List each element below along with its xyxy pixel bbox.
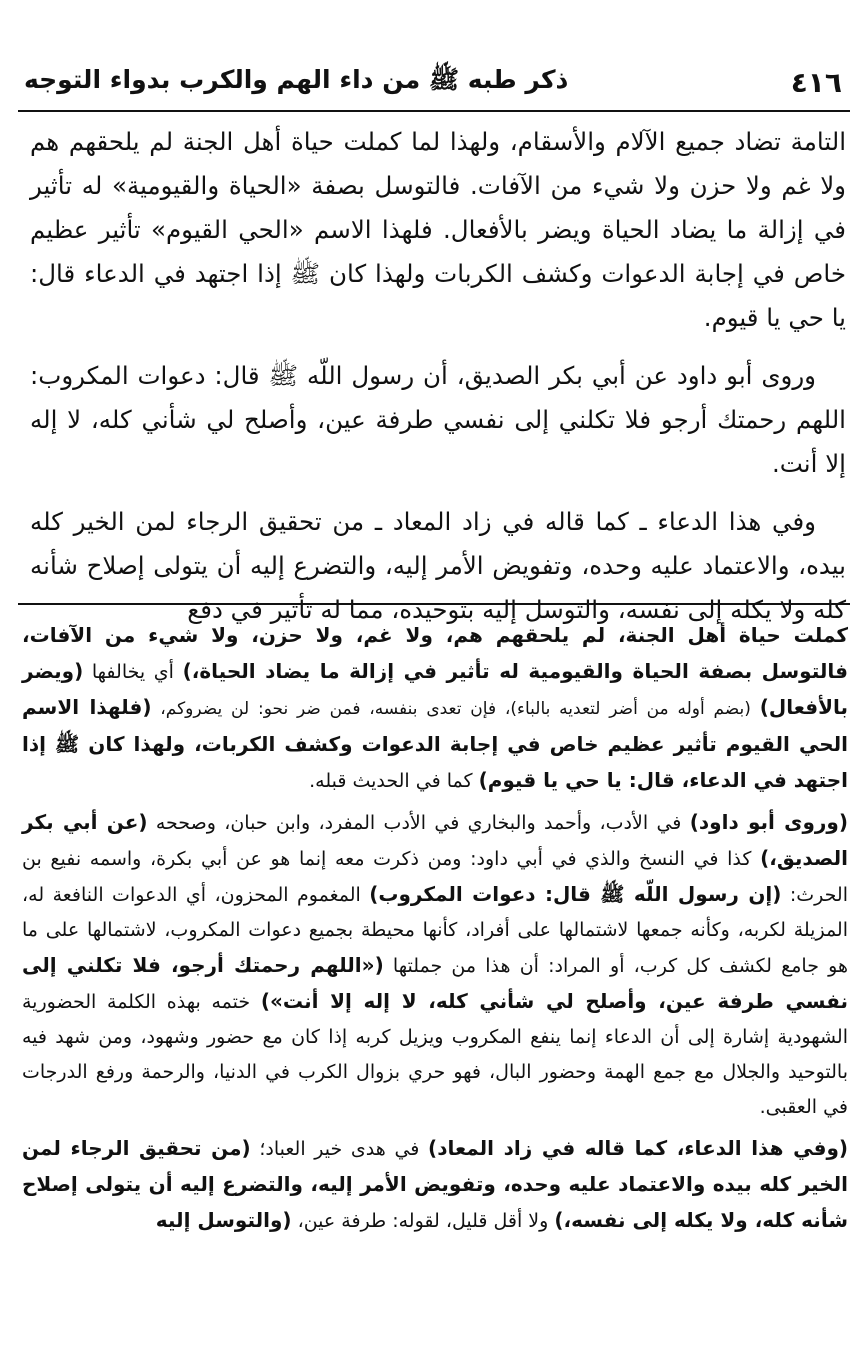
quoted-text: (عن أبي بكر الصديق،) [22, 810, 848, 870]
main-paragraph-2: وروى أبو داود عن أبي بكر الصديق، أن رسول اللّه ﷺ قال: دعوات المكروب: اللهم رحمتك أرجو فلا تكلني إلى نفسي طرفة عين، وأصلح لي شأني كله، لا إله إلا أنت. [30, 361, 846, 478]
commentary-text: في الأدب، وأحمد والبخاري في الأدب المفرد، وابن حبان، وصححه [147, 812, 690, 834]
main-text [30, 120, 846, 646]
commentary-paragraph-3 [22, 1131, 848, 1239]
commentary-text: ولا أقل قليل، لقوله: طرفة عين، [291, 1210, 555, 1232]
commentary-text: ختمه بهذه الكلمة الحضورية الشهودية إشارة إلى أن الدعاء إنما ينفع المكروب ويزيل كربه إذا كان مع حضور وشهود، ومن شهد فيه بالتوحيد والجلال مع جمع الهمة وحضور البال، فهو حري بزوال الكرب في الدنيا، والرحمة ورفع الدرجات في العقبى. [22, 991, 848, 1118]
commentary-text: كذا في النسخ والذي في أبي داود: ومن ذكرت معه إنما هو عن أبي بكرة، واسمه نفيع بن الحرث: [22, 848, 848, 906]
quoted-text: (فلهذا الاسم الحي القيوم تأثير عظيم خاص في إجابة الدعوات وكشف الكربات، ولهذا كان ﷺ إذا اجتهد في الدعاء، قال: يا حي يا قيوم) [22, 695, 848, 792]
main-paragraph-3: وفي هذا الدعاء ـ كما قاله في زاد المعاد ـ من تحقيق الرجاء لمن الخير كله بيده، والاعتماد عليه وحده، وتفويض الأمر إليه، والتضرع إليه أن يتولى إصلاح شأنه كله ولا يكله إلى نفسه، والتوسل إليه بتوحيده، مما له تأثير في دفع [30, 507, 846, 624]
commentary-text: (بضم أوله من أضر لتعديه بالباء)، فإن تعدى بنفسه، فمن ضر نحو: لن يضروكم، [151, 699, 760, 719]
quoted-text: (وفي هذا الدعاء، كما قاله في زاد المعاد) [428, 1136, 849, 1160]
running-title: ذكر طبه ﷺ من داء الهم والكرب بدواء التوجه [24, 64, 569, 94]
commentary-text: المغموم المحزون، أي الدعوات النافعة له، المزيلة لكربه، وكأنه جمعها لاشتمالها على أفراد، كأنها محيطة بجميع دعوات المكروب، لاشتمالها على ما هو جامع لكشف كل كرب، أو المراد: أن هذا من جملتها [22, 884, 848, 977]
commentary-paragraph-1 [22, 618, 848, 799]
quoted-text: (والتوسل إليه [155, 1208, 292, 1232]
commentary-text: كما في الحديث قبله. [309, 770, 479, 792]
commentary-text: في هدى خير العباد؛ [250, 1138, 429, 1160]
page-header [18, 54, 850, 112]
quoted-text: («اللهم رحمتك أرجو، فلا تكلني إلى نفسي طرفة عين، وأصلح لي شأني كله، لا إله إلا أنت») [22, 953, 849, 1013]
commentary-text: أي يخالفها [83, 661, 183, 683]
quoted-text: (من تحقيق الرجاء لمن الخير كله بيده والاعتماد عليه وحده، وتفويض الأمر إليه، والتضرع إليه أن يتولى إصلاح شأنه كله، ولا يكله إلى نفسه،) [22, 1136, 848, 1232]
footnote-divider [18, 603, 850, 605]
commentary-paragraph-2 [22, 805, 848, 1125]
commentary [22, 618, 848, 1245]
page-number: ٤١٦ [790, 65, 842, 99]
main-paragraph-1: التامة تضاد جميع الآلام والأسقام، ولهذا لما كملت حياة أهل الجنة لم يلحقهم هم ولا غم ولا حزن ولا شيء من الآفات. فالتوسل بصفة «الحياة والقيومية» له تأثير في إزالة ما يضاد الحياة ويضر بالأفعال. فلهذا الاسم «الحي القيوم» تأثير عظيم خاص في إجابة الدعوات وكشف الكربات ولهذا كان ﷺ إذا اجتهد في الدعاء قال: يا حي يا قيوم. [30, 127, 846, 332]
quoted-text: (ويضر بالأفعال) [22, 659, 849, 719]
quoted-text: (وروى أبو داود) [689, 810, 848, 834]
quoted-text: (إن رسول اللّه ﷺ قال: دعوات المكروب) [369, 882, 782, 906]
quoted-text: كملت حياة أهل الجنة، لم يلحقهم هم، ولا غم، ولا حزن، ولا شيء من الآفات، فالتوسل بصفة الحياة والقيومية له تأثير في إزالة ما يضاد الحياة،) [22, 623, 849, 683]
